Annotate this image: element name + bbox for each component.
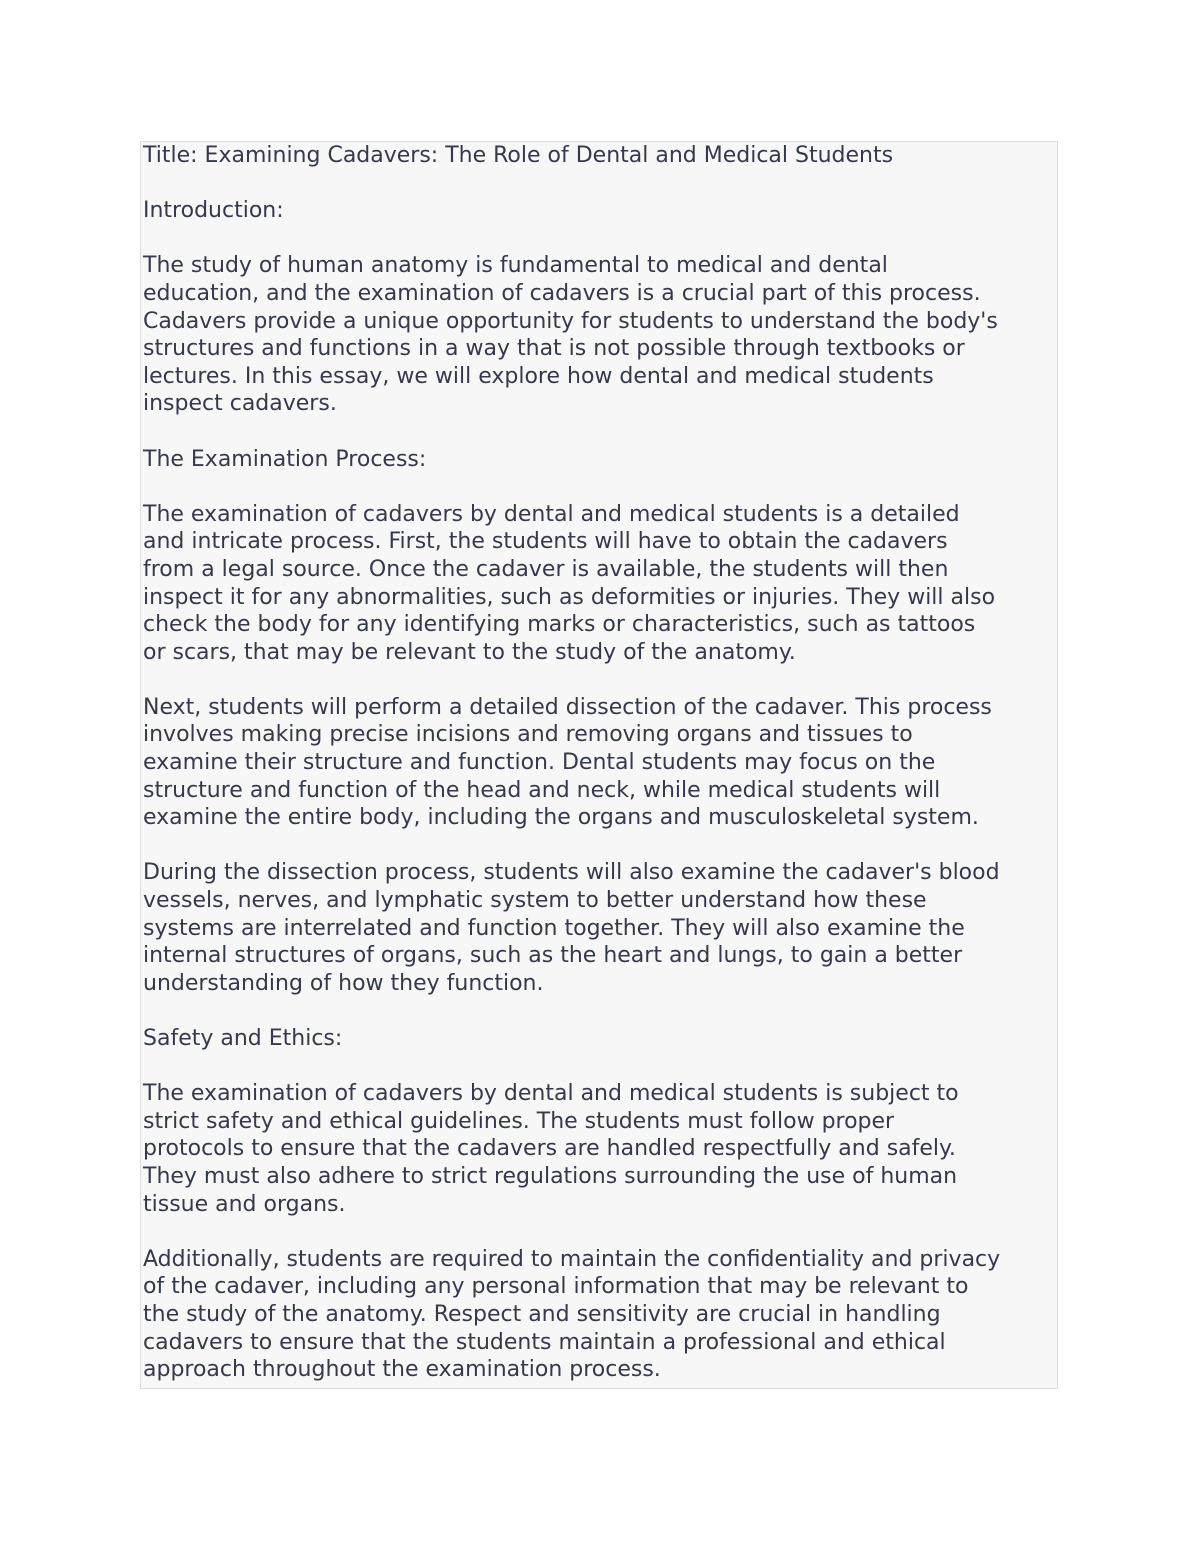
text-line: understanding of how they function.: [143, 970, 544, 996]
text-line: the study of the anatomy. Respect and sensitivity are crucial in handling: [143, 1301, 941, 1327]
safety-paragraph-2: [143, 1246, 1057, 1384]
text-line: systems are interrelated and function together. They will also examine the: [143, 915, 965, 941]
text-line: internal structures of organs, such as the heart and lungs, to gain a better: [143, 943, 963, 969]
text-line: The examination of cadavers by dental and medical students is subject to: [143, 1081, 959, 1107]
text-line: During the dissection process, students will also examine the cadaver's blood: [143, 860, 1000, 886]
text-line: structure and function of the head and neck, while medical students will: [143, 777, 941, 803]
text-line: lectures. In this essay, we will explore how dental and medical students: [143, 363, 934, 389]
text-line: education, and the examination of cadavers is a crucial part of this process.: [143, 280, 981, 306]
text-line: involves making precise incisions and removing organs and tissues to: [143, 722, 913, 748]
text-line: and intricate process. First, the students will have to obtain the cadavers: [143, 529, 948, 555]
text-line: inspect it for any abnormalities, such as deformities or injuries. They will also: [143, 584, 996, 610]
safety-paragraph-1: [143, 1080, 1057, 1218]
text-line: cadavers to ensure that the students maintain a professional and ethical: [143, 1329, 946, 1355]
text-line: The examination of cadavers by dental and medical students is a detailed: [143, 501, 960, 527]
text-line: of the cadaver, including any personal information that may be relevant to: [143, 1274, 969, 1300]
examination-process-heading: The Examination Process:: [143, 446, 427, 472]
introduction-heading: Introduction:: [143, 198, 284, 224]
safety-ethics-heading: Safety and Ethics:: [143, 1026, 343, 1051]
text-line: Additionally, students are required to maintain the confidentiality and privacy: [143, 1246, 1001, 1272]
text-line: inspect cadavers.: [143, 391, 337, 417]
text-line: vessels, nerves, and lymphatic system to better understand how these: [143, 888, 927, 914]
text-line: examine the entire body, including the organs and musculoskeletal system.: [143, 805, 979, 831]
examination-paragraph-3: [143, 859, 1057, 997]
examination-paragraph-1: [143, 501, 1057, 667]
text-line: check the body for any identifying marks or characteristics, such as tattoos: [143, 612, 976, 638]
text-line: structures and functions in a way that is not possible through textbooks or: [143, 336, 965, 362]
text-line: protocols to ensure that the cadavers are handled respectfully and safely.: [143, 1136, 956, 1162]
examination-paragraph-2: [143, 694, 1057, 832]
text-line: They must also adhere to strict regulations surrounding the use of human: [143, 1163, 958, 1189]
text-line: or scars, that may be relevant to the study of the anatomy.: [143, 639, 796, 665]
text-line: Cadavers provide a unique opportunity for students to understand the body's: [143, 308, 998, 334]
document-text-box: [140, 141, 1058, 1389]
text-line: examine their structure and function. Dental students may focus on the: [143, 750, 936, 776]
text-line: from a legal source. Once the cadaver is available, the students will then: [143, 556, 949, 582]
introduction-paragraph: [143, 252, 1057, 418]
text-line: Next, students will perform a detailed dissection of the cadaver. This process: [143, 694, 992, 720]
text-line: tissue and organs.: [143, 1191, 346, 1217]
text-line: approach throughout the examination process.: [143, 1357, 661, 1383]
text-line: strict safety and ethical guidelines. The students must follow proper: [143, 1108, 895, 1134]
text-line: The study of human anatomy is fundamental to medical and dental: [143, 253, 888, 279]
document-title: Title: Examining Cadavers: The Role of Dental and Medical Students: [143, 143, 894, 168]
